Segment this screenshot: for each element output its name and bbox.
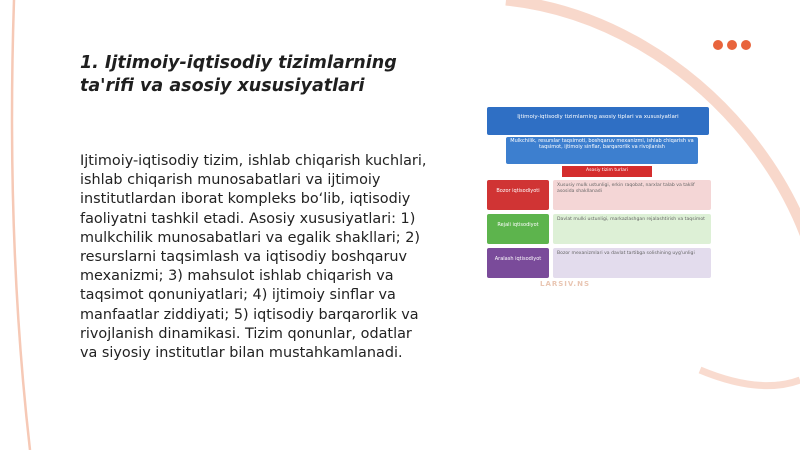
menu-dots-icon bbox=[713, 40, 751, 50]
slide-body-text: Ijtimoiy-iqtisodiy tizim, ishlab chiqarish kuchlari, ishlab chiqarish munosabatlari va ijtimoiy institutlardan iborat kompleks bo‘lib, iqtisodiy faoliyatni tashkil etadi. Asosiy xususiyatlari: 1) mulkchilik munosabatlari va egalik shakllari; 2) resurslarni taqsimlash va iqtisodiy boshqaruv mexanizmi; 3) mahsulot ishlab chiqarish va taqsimot qonuniyatlari; 4) ijtimoiy sinflar va manfaatlar ziddiyati; 5) iqtisodiy barqarorlik va rivojlanish dinamikasi. Tizim qonunlar, odatlar va siyosiy institutlar bilan mustahkamlanadi. bbox=[80, 153, 427, 362]
diagram-row-2-desc-text: Davlat mulki ustunligi, markazlashgan rejalashtirish va taqsimot bbox=[557, 217, 705, 222]
diagram-sub-box bbox=[506, 137, 698, 164]
diagram-row-1-desc-text: Xususiy mulk ustunligi, erkin raqobat, narxlar talab va taklif asosida shakllanadi bbox=[557, 183, 695, 194]
diagram-row-2-label bbox=[487, 214, 549, 244]
diagram-row-3-desc-text: Bozor mexanizmlari va davlat tartibga solishining uyg'unligi bbox=[557, 251, 695, 256]
diagram-row-1-label bbox=[487, 180, 549, 210]
diagram-row-3-desc bbox=[553, 248, 711, 278]
diagram-row-3-label-text: Aralash iqtisodiyot bbox=[494, 256, 542, 262]
diagram-row-3-label bbox=[487, 248, 549, 278]
dot-2 bbox=[727, 40, 737, 50]
dot-3 bbox=[741, 40, 751, 50]
decorative-arc-bottom bbox=[700, 370, 800, 386]
diagram-red-label bbox=[562, 166, 652, 177]
diagram-red-label-text: Asosiy tizim turlari bbox=[586, 168, 628, 173]
diagram-sub-text: Mulkchilik, resurslar taqsimoti, boshqaruv mexanizmi, ishlab chiqarish va taqsimot, ijtimoiy sinflar, barqarorlik va rivojlanish bbox=[510, 138, 694, 150]
diagram-row-2-desc bbox=[553, 214, 711, 244]
diagram-row-2-label-text: Rejali iqtisodiyot bbox=[497, 222, 539, 228]
diagram-watermark: LARSIV.NS bbox=[540, 280, 590, 288]
diagram-row-1-label-text: Bozor iqtisodiyoti bbox=[496, 188, 540, 194]
diagram-top-box bbox=[487, 107, 709, 135]
system-types-diagram bbox=[484, 104, 712, 294]
diagram-row-1-desc bbox=[553, 180, 711, 210]
dot-1 bbox=[713, 40, 723, 50]
decorative-arc-left bbox=[12, 0, 30, 450]
slide-title: 1. Ijtimoiy-iqtisodiy tizimlarning ta'rifi va asosiy xususiyatlari bbox=[80, 53, 397, 96]
diagram-top-text: Ijtimoiy-iqtisodiy tizimlarning asosiy tiplari va xususiyatlari bbox=[517, 114, 679, 120]
